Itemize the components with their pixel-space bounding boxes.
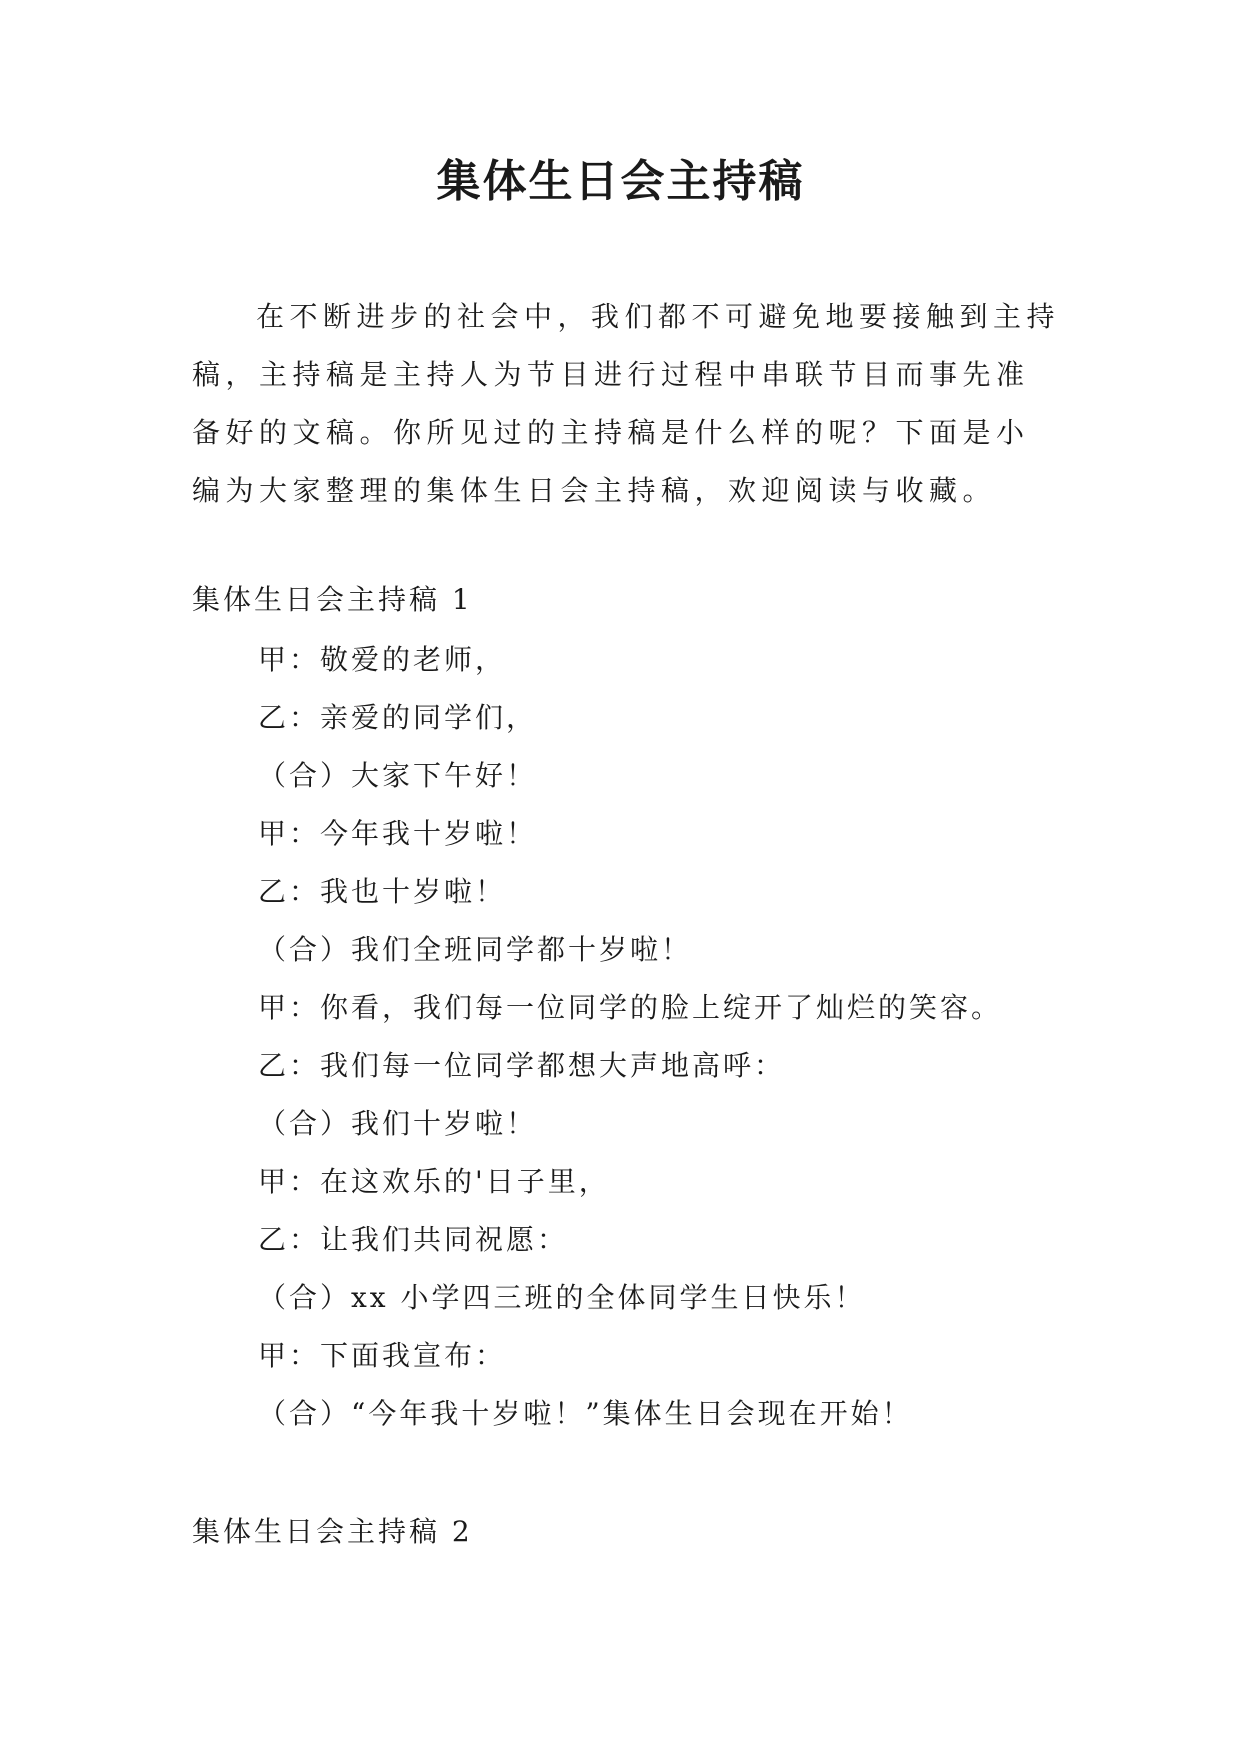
dialogue-line: 乙：亲爱的同学们， <box>258 701 538 734</box>
intro-paragraph: 在不断进步的社会中，我们都不可避免地要接触到主持稿，主持稿是主持人为节目进行过程中串联节目而事先准备好的文稿。你所见过的主持稿是什么样的呢？下面是小编为大家整理的集体生日会主持稿，欢迎阅读与收藏。 <box>192 300 1061 507</box>
dialogue-line: 甲：敬爱的老师， <box>258 643 507 676</box>
dialogue-line: 甲：下面我宣布： <box>258 1339 507 1372</box>
dialogue-line: 乙：我们每一位同学都想大声地高呼： <box>258 1049 786 1082</box>
dialogue-line: 乙：让我们共同祝愿： <box>258 1223 569 1256</box>
dialogue-line: （合）xx 小学四三班的全体同学生日快乐！ <box>258 1281 866 1314</box>
section-heading-1: 集体生日会主持稿 1 <box>192 583 473 616</box>
dialogue-list <box>258 640 1002 1452</box>
dialogue-line: 甲：今年我十岁啦！ <box>258 817 538 850</box>
dialogue-line: （合）大家下午好！ <box>258 759 538 792</box>
dialogue-line: （合）我们全班同学都十岁啦！ <box>258 933 693 966</box>
dialogue-line: （合）“今年我十岁啦！”集体生日会现在开始！ <box>258 1397 913 1430</box>
dialogue-line: 甲：你看，我们每一位同学的脸上绽开了灿烂的笑容。 <box>258 991 1003 1024</box>
dialogue-line: 甲：在这欢乐的'日子里， <box>258 1165 610 1198</box>
section-heading-2: 集体生日会主持稿 2 <box>192 1515 473 1548</box>
dialogue-line: （合）我们十岁啦！ <box>258 1107 538 1140</box>
document-title: 集体生日会主持稿 <box>436 156 805 207</box>
dialogue-line: 乙：我也十岁啦！ <box>258 875 507 908</box>
